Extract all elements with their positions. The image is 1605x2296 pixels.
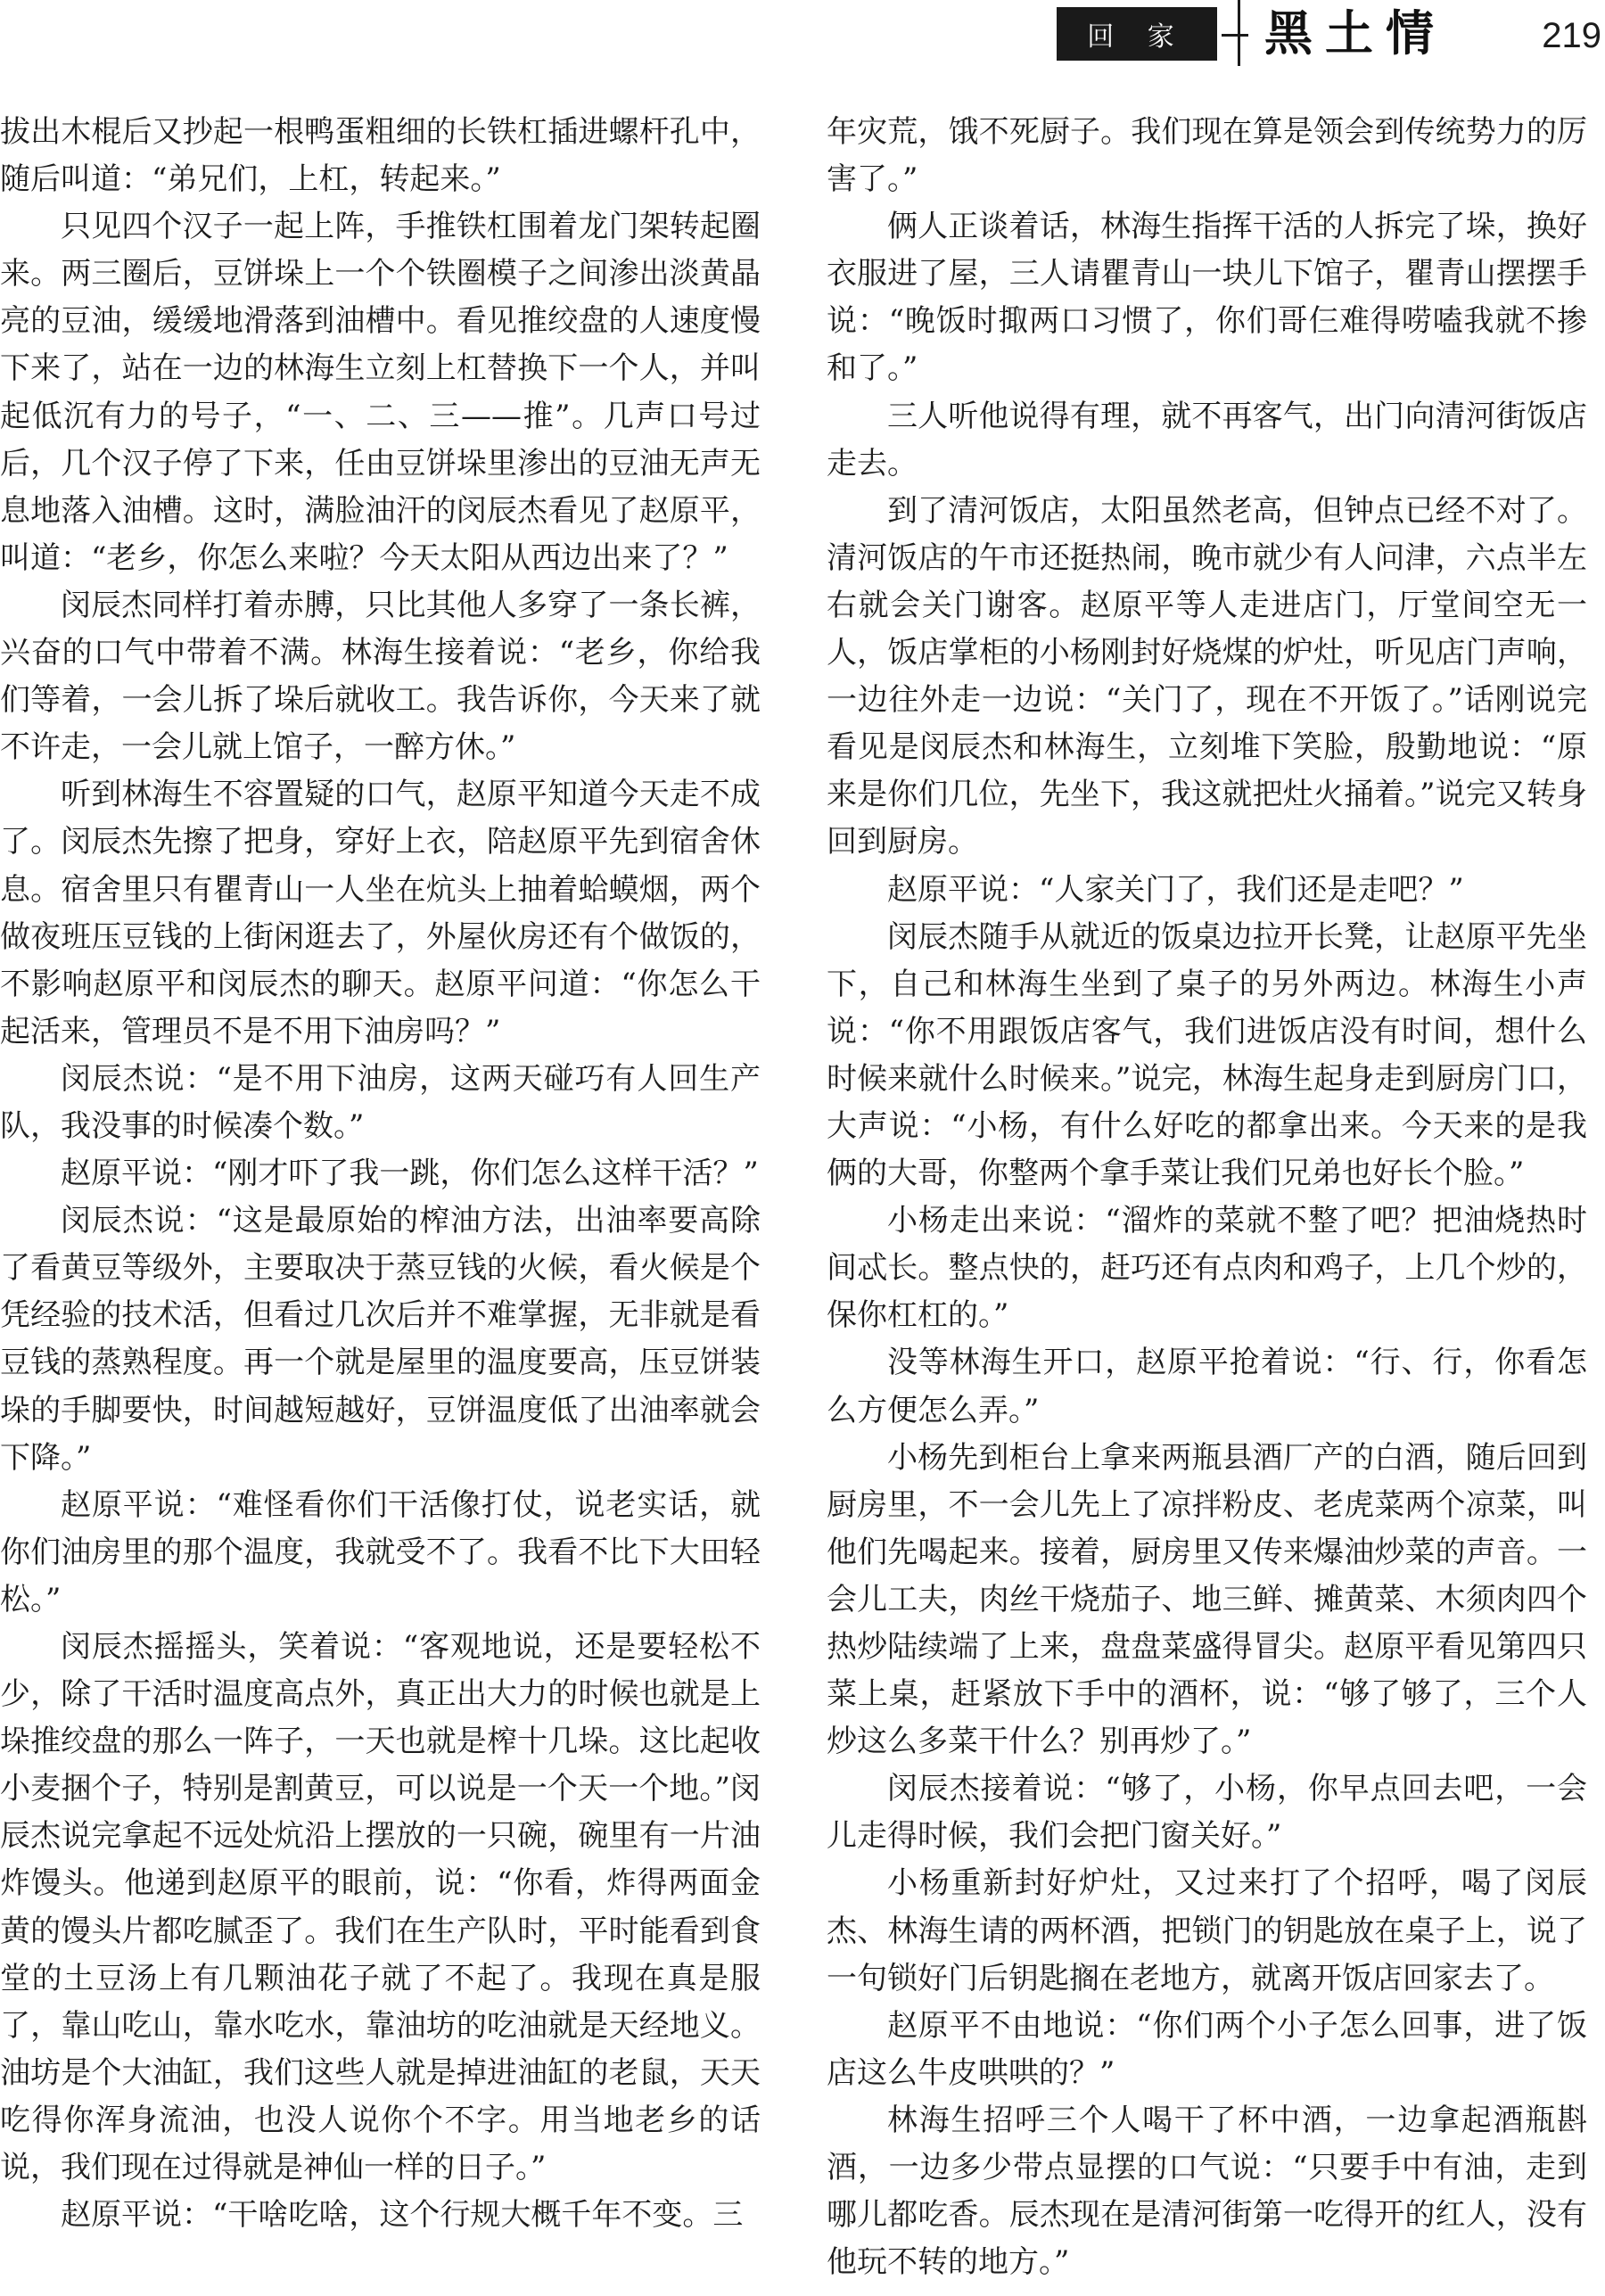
paragraph: 闵辰杰接着说：“够了，小杨，你早点回去吧，一会儿走得时候，我们会把门窗关好。” (827, 1771, 1587, 1855)
paragraph: 俩人正谈着话，林海生指挥干活的人拆完了垛，换好衣服进了屋，三人请瞿青山一块儿下馆子，瞿青山摆摆手说：“晚饭时掫两口习惯了，你们哥仨难得唠嗑我就不掺和了。” (827, 209, 1587, 387)
paragraph: 赵原平说：“干啥吃啥，这个行规大概千年不变。三 (61, 2197, 744, 2234)
paragraph: 到了清河饭店，太阳虽然老高，但钟点已经不对了。清河饭店的午市还挺热闹，晚市就少有人问津，六点半左右就会关门谢客。赵原平等人走进店门，厅堂间空无一人，饭店掌柜的小杨刚封好烧煤的炉灶，听见店门声响，一边往外走一边说：“关门了，现在不开饭了。”话刚说完看见是闵辰杰和林海生，立刻堆下笑脸，殷勤地说：“原来是你们几位，先坐下，我这就把灶火捅着。”说完又转身回到厨房。 (827, 492, 1587, 860)
paragraph: 赵原平说：“人家关门了，我们还是走吧？” (887, 871, 1464, 908)
paragraph: 只见四个汉子一起上阵，手推铁杠围着龙门架转起圈来。两三圈后，豆饼垛上一个个铁圈模子之间渗出淡黄晶亮的豆油，缓缓地滑落到油槽中。看见推绞盘的人速度慢下来了，站在一边的林海生立刻上杠替换下一个人，并叫起低沉有力的号子，“一、二、三——推”。几声口号过后，几个汉子停了下来，任由豆饼垛里渗出的豆油无声无息地落入油槽。这时，满脸油汗的闵辰杰看见了赵原平，叫道：“老乡，你怎么来啦？今天太阳从西边出来了？” (0, 209, 761, 576)
page-header (0, 0, 1605, 71)
paragraph: 小杨走出来说：“溜炸的菜就不整了吧？把油烧热时间忒长。整点快的，赶巧还有点肉和鸡子，上几个炒的，保你杠杠的。” (827, 1203, 1587, 1334)
header-rule (1222, 34, 1248, 37)
paragraph: 小杨先到柜台上拿来两瓶县酒厂产的白酒，随后回到厨房里，不一会儿先上了凉拌粉皮、老虎菜两个凉菜，叫他们先喝起来。接着，厨房里又传来爆油炒菜的声音。一会儿工夫，肉丝干烧茄子、地三鲜、摊黄菜、木须肉四个热炒陆续端了上来，盘盘菜盛得冒尖。赵原平看见第四只菜上桌，赶紧放下手中的酒杯，说：“够了够了，三个人炒这么多菜干什么？别再炒了。” (827, 1439, 1587, 1760)
paragraph: 赵原平说：“刚才吓了我一跳，你们怎么这样干活？” (61, 1156, 759, 1192)
paragraph: 闵辰杰摇摇头，笑着说：“客观地说，还是要轻松不少，除了干活时温度高点外，真正出大力的时候也就是上垛推绞盘的那么一阵子，一天也就是榨十几垛。这比起收小麦捆个子，特别是割黄豆，可以说是一个天一个地。”闵辰杰说完拿起不远处炕沿上摆放的一只碗，碗里有一片油炸馒头。他递到赵原平的眼前，说：“你看，炸得两面金黄的馒头片都吃腻歪了。我们在生产队时，平时能看到食堂的土豆汤上有几颗油花子就了不起了。我现在真是服了，靠山吃山，靠水吃水，靠油坊的吃油就是天经地义。油坊是个大油缸，我们这些人就是掉进油缸的老鼠，天天吃得你浑身流油，也没人说你个不字。用当地老乡的话说，我们现在过得就是神仙一样的日子。” (0, 1629, 761, 2186)
left-column (0, 109, 761, 2296)
paragraph: 闵辰杰说：“是不用下油房，这两天碰巧有人回生产队，我没事的时候凑个数。” (0, 1060, 761, 1144)
paragraph: 三人听他说得有理，就不再客气，出门向清河街饭店走去。 (827, 398, 1587, 481)
paragraph: 年灾荒，饿不死厨子。我们现在算是领会到传统势力的厉害了。” (827, 114, 1587, 198)
paragraph: 小杨重新封好炉灶，又过来打了个招呼，喝了闵辰杰、林海生请的两杯酒，把锁门的钥匙放在桌子上，说了一句锁好门后钥匙搁在老地方，就离开饭店回家去了。 (827, 1865, 1587, 1996)
header-divider (1238, 0, 1240, 66)
paragraph: 闵辰杰随手从就近的饭桌边拉开长凳，让赵原平先坐下，自己和林海生坐到了桌子的另外两边。林海生小声说：“你不用跟饭店客气，我们进饭店没有时间，想什么时候来就什么时候来。”说完，林海生起身走到厨房门口，大声说：“小杨，有什么好吃的都拿出来。今天来的是我俩的大哥，你整两个拿手菜让我们兄弟也好长个脸。” (827, 918, 1587, 1192)
paragraph: 听到林海生不容置疑的口气，赵原平知道今天走不成了。闵辰杰先擦了把身，穿好上衣，陪赵原平先到宿舍休息。宿舍里只有瞿青山一人坐在炕头上抽着蛤蟆烟，两个做夜班压豆钱的上街闲逛去了，外屋伙房还有个做饭的，不影响赵原平和闵辰杰的聊天。赵原平问道：“你怎么干起活来，管理员不是不用下油房吗？” (0, 777, 761, 1049)
paragraph: 没等林海生开口，赵原平抢着说：“行、行，你看怎么方便怎么弄。” (827, 1345, 1587, 1428)
right-column (827, 109, 1587, 2296)
page-number: 219 (1542, 16, 1601, 55)
section-tag: 回 家 (1057, 7, 1217, 61)
magazine-title: 黑土情 (1264, 4, 1446, 62)
paragraph: 闵辰杰同样打着赤膊，只比其他人多穿了一条长裤，兴奋的口气中带着不满。林海生接着说：“老乡，你给我们等着，一会儿拆了垛后就收工。我告诉你，今天来了就不许走，一会儿就上馆子，一醉方休。” (0, 587, 761, 766)
paragraph: 林海生招呼三个人喝干了杯中酒，一边拿起酒瓶斟酒，一边多少带点显摆的口气说：“只要手中有油，走到哪儿都吃香。辰杰现在是清河街第一吃得开的红人，没有他玩不转的地方。” (827, 2102, 1587, 2281)
paragraph: 赵原平说：“难怪看你们干活像打仗，说老实话，就你们油房里的那个温度，我就受不了。我看不比下大田轻松。” (0, 1486, 761, 1617)
paragraph: 拔出木棍后又抄起一根鸭蛋粗细的长铁杠插进螺杆孔中，随后叫道：“弟兄们，上杠，转起来。” (0, 114, 761, 198)
paragraph: 闵辰杰说：“这是最原始的榨油方法，出油率要高除了看黄豆等级外，主要取决于蒸豆钱的火候，看火候是个凭经验的技术活，但看过几次后并不难掌握，无非就是看豆钱的蒸熟程度。再一个就是屋里的温度要高，压豆饼装垛的手脚要快，时间越短越好，豆饼温度低了出油率就会下降。” (0, 1203, 761, 1476)
paragraph: 赵原平不由地说：“你们两个小子怎么回事，进了饭店这么牛皮哄哄的？” (827, 2007, 1587, 2091)
